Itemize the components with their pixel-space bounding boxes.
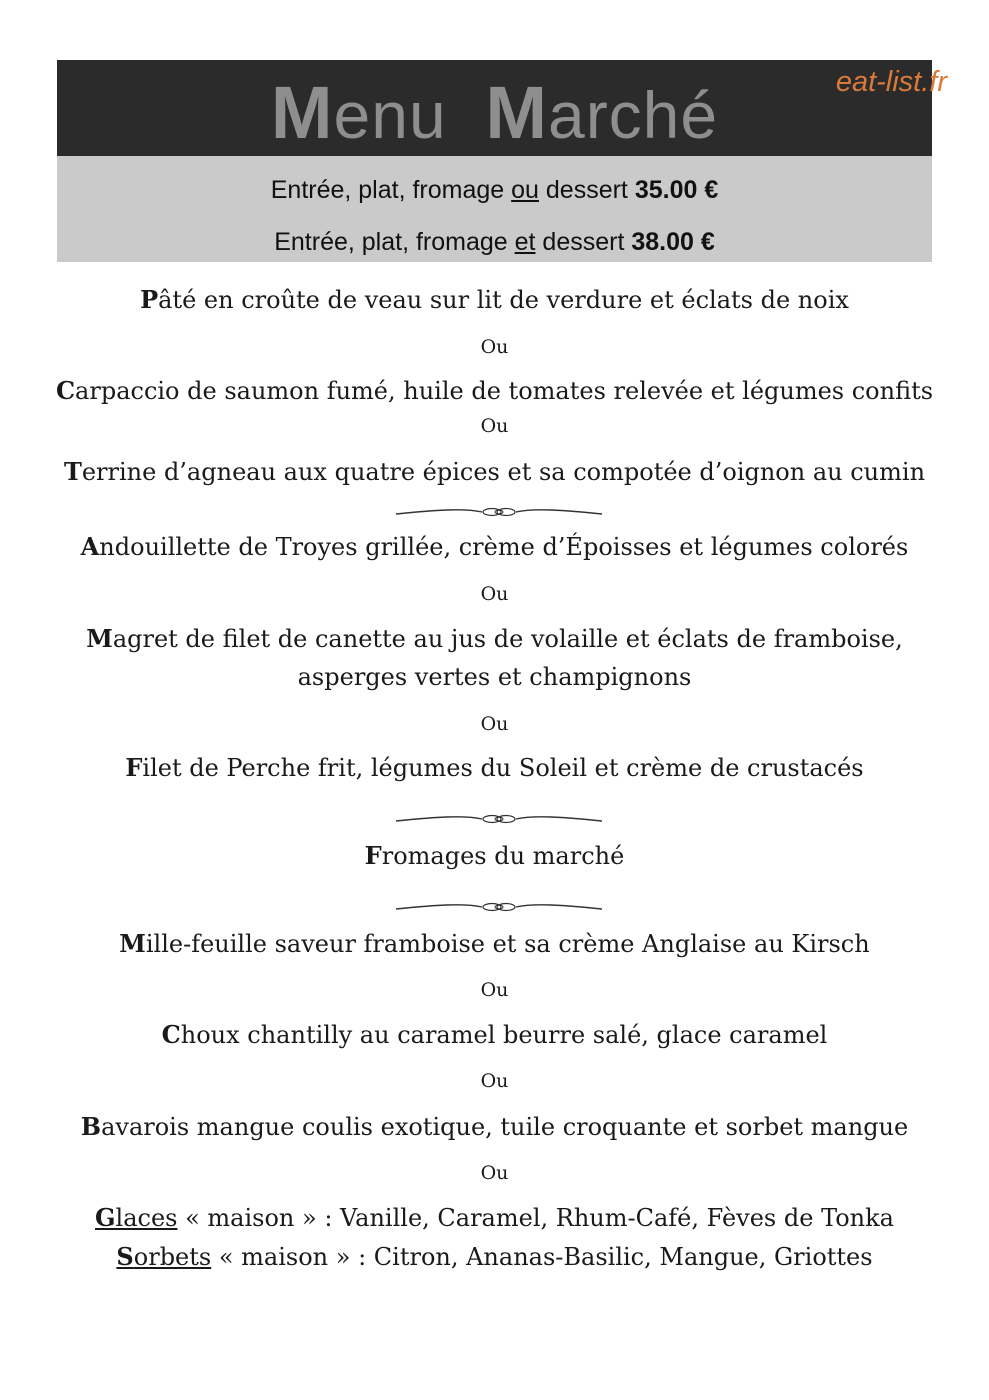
ou-separator: Ou	[480, 1162, 509, 1184]
ou-separator: Ou	[480, 1070, 509, 1092]
entree-item: Carpaccio de saumon fumé, huile de tomates relevée et légumes confits	[55, 376, 934, 405]
ou-separator: Ou	[480, 336, 509, 358]
dessert-item: Choux chantilly au caramel beurre salé, glace caramel	[161, 1020, 828, 1049]
price-bar	[57, 156, 932, 262]
ornament-divider	[394, 504, 604, 520]
menu-header	[57, 60, 932, 156]
menu-title: Menu Marché	[270, 70, 719, 154]
entree-item: Pâté en croûte de veau sur lit de verdure et éclats de noix	[140, 285, 849, 314]
ou-separator: Ou	[480, 583, 509, 605]
watermark: eat-list.fr	[835, 66, 947, 98]
plat-item: Filet de Perche frit, légumes du Soleil et crème de crustacés	[125, 753, 864, 782]
ornament-divider	[394, 899, 604, 915]
ou-separator: Ou	[480, 979, 509, 1001]
ornament-divider	[394, 811, 604, 827]
fromage-item: Fromages du marché	[364, 841, 625, 870]
dessert-item: Mille-feuille saveur framboise et sa crème Anglaise au Kirsch	[119, 929, 870, 958]
plat-item: Magret de filet de canette au jus de volaille et éclats de framboise,	[86, 624, 903, 653]
entree-item: Terrine d’agneau aux quatre épices et sa compotée d’oignon au cumin	[63, 457, 926, 486]
sorbets-line: Sorbets « maison » : Citron, Ananas-Basilic, Mangue, Griottes	[116, 1242, 873, 1271]
glaces-line: Glaces « maison » : Vanille, Caramel, Rhum-Café, Fèves de Tonka	[95, 1203, 894, 1232]
price-line-ou: Entrée, plat, fromage ou dessert 35.00 €	[270, 176, 719, 204]
plat-item: Andouillette de Troyes grillée, crème d’Époisses et légumes colorés	[80, 532, 909, 561]
plat-item-continued: asperges vertes et champignons	[297, 663, 692, 691]
ou-separator: Ou	[480, 713, 509, 735]
price-line-et: Entrée, plat, fromage et dessert 38.00 €	[274, 228, 715, 256]
dessert-item: Bavarois mangue coulis exotique, tuile croquante et sorbet mangue	[80, 1112, 909, 1141]
ou-separator: Ou	[480, 415, 509, 437]
